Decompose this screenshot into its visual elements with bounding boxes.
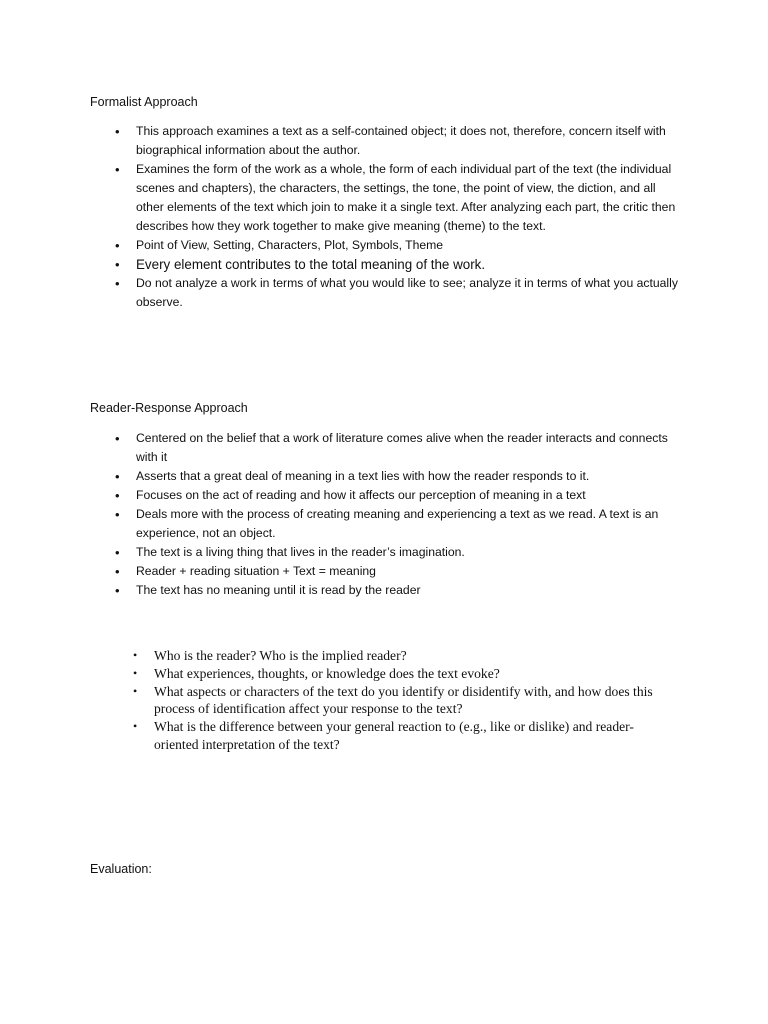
list-item: • Every element contributes to the total meaning of the work.	[136, 255, 684, 274]
list-item: • Do not analyze a work in terms of what you would like to see; analyze it in terms of what you actually observe.	[136, 274, 684, 312]
list-item: • Focuses on the act of reading and how it affects our perception of meaning in a text	[136, 486, 684, 505]
list-item: • Deals more with the process of creating meaning and experiencing a text as we read. A text is an experience, not an object.	[136, 505, 684, 543]
reader-response-list	[136, 429, 684, 600]
question-item: • What experiences, thoughts, or knowledge does the text evoke?	[154, 665, 674, 683]
list-item: • Point of View, Setting, Characters, Plot, Symbols, Theme	[136, 236, 684, 255]
formalist-heading: Formalist Approach	[90, 95, 198, 109]
list-item: • This approach examines a text as a self-contained object; it does not, therefore, concern itself with biographical information about the author.	[136, 122, 684, 160]
question-item: • What is the difference between your general reaction to (e.g., like or dislike) and reader-oriented interpretation of the text?	[154, 718, 674, 754]
reader-response-heading: Reader-Response Approach	[90, 401, 248, 415]
formalist-list	[136, 122, 684, 312]
list-item: • Centered on the belief that a work of literature comes alive when the reader interacts and connects with it	[136, 429, 684, 467]
list-item: • Reader + reading situation + Text = meaning	[136, 562, 684, 581]
evaluation-label: Evaluation:	[90, 862, 152, 876]
reader-questions-list	[154, 647, 674, 754]
list-item: • Asserts that a great deal of meaning in a text lies with how the reader responds to it.	[136, 467, 684, 486]
question-item: • Who is the reader? Who is the implied reader?	[154, 647, 674, 665]
list-item: • Examines the form of the work as a whole, the form of each individual part of the text (the individual scenes and chapters), the characters, the settings, the tone, the point of view, the diction, and all other elements of the text which join to make it a single text. After analyzing each part, the critic then describes how they work together to make give meaning (theme) to the text.	[136, 160, 684, 236]
list-item: • The text is a living thing that lives in the reader’s imagination.	[136, 543, 684, 562]
list-item: • The text has no meaning until it is read by the reader	[136, 581, 684, 600]
question-item: • What aspects or characters of the text do you identify or disidentify with, and how does this process of identification affect your response to the text?	[154, 683, 674, 719]
